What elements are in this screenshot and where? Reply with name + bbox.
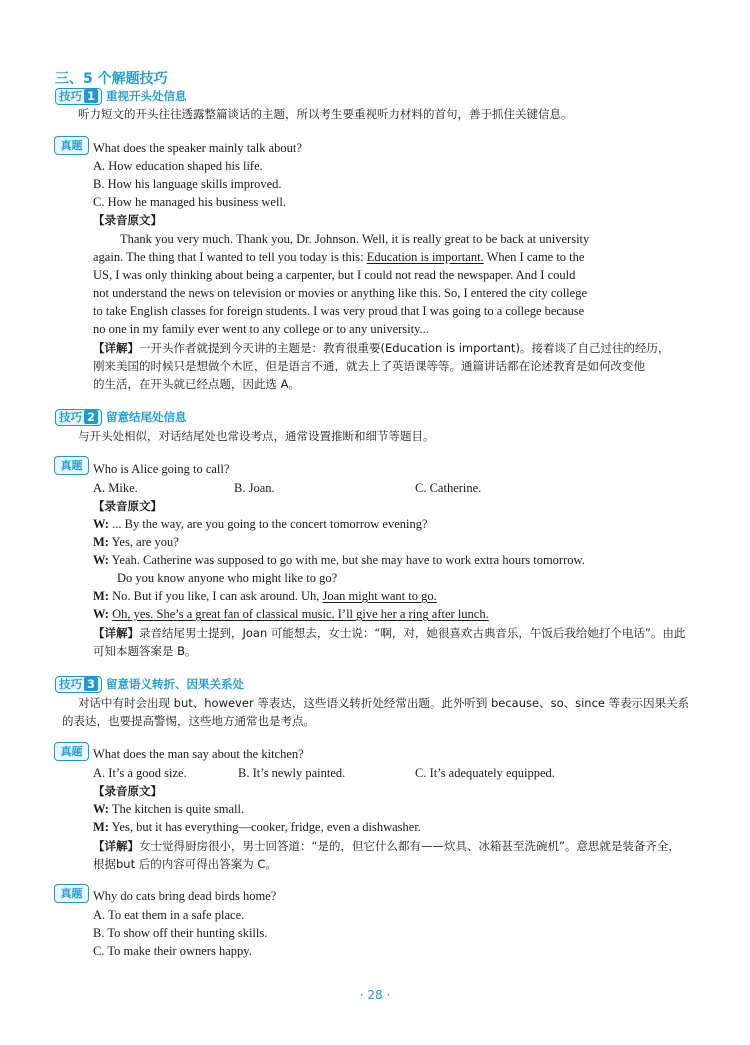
tip-2-desc: 与开头处相似，对话结尾处也常设考点，通常设置推断和细节等题目。 [78, 429, 435, 443]
q3-option-b: B. It’s newly painted. [238, 766, 346, 780]
tip-badge: 技巧 2 [55, 409, 102, 426]
tip-title: 重视开头处信息 [106, 89, 187, 103]
zhenti-badge-3: 真题 [54, 742, 89, 761]
q1-transcript-line-5: to take English classes for foreign students. I was very proud that I was going to a college because [93, 304, 585, 318]
q1-option-c: C. How he managed his business well. [93, 195, 287, 209]
key-sentence: Joan might want to go. [322, 589, 437, 603]
q1-transcript-line-1: Thank you very much. Thank you, Dr. Johnson. Well, it is really great to be back at university [120, 232, 590, 246]
q2-transcript-label: 【录音原文】 [93, 499, 162, 513]
q1-transcript-label: 【录音原文】 [93, 213, 162, 227]
q2-question: Who is Alice going to call? [93, 462, 230, 476]
q2-analysis-line-1: 【详解】录音结尾男士提到，Joan 可能想去，女士说：“啊，对，她很喜欢古典音乐，午饭后我给她打个电话”。由此 [93, 626, 686, 640]
key-sentence: Education is important. [366, 250, 484, 264]
q2-line-2: M: Yes, are you? [93, 535, 179, 549]
zhenti-badge-1: 真题 [54, 136, 89, 155]
q2-line-4: M: No. But if you like, I can ask around. Uh, Joan might want to go. [93, 589, 437, 603]
zhenti-badge-4: 真题 [54, 884, 89, 903]
section-title: 三、5 个解题技巧 [55, 71, 168, 87]
q2-line-3: W: Yeah. Catherine was supposed to go with me, but she may have to work extra hours tomorrow. [93, 553, 585, 567]
tip-badge: 技巧 1 [55, 88, 102, 105]
tip-3-desc-line-2: 的表达，也要提高警惕，这些地方通常也是考点。 [62, 714, 315, 728]
q1-transcript-line-3: US, I was only thinking about being a carpenter, but I could not read the newspaper. And I could [93, 268, 576, 282]
q1-analysis-line-2: 刚来美国的时候只是想做个木匠，但是语言不通，就去上了英语课等等。通篇讲话都在论述教育是如何改变他 [93, 359, 645, 373]
q2-option-c: C. Catherine. [415, 481, 482, 495]
q2-line-1: W: ... By the way, are you going to the concert tomorrow evening? [93, 517, 428, 531]
q2-line-3-cont: Do you know anyone who might like to go? [117, 571, 338, 585]
q4-option-c: C. To make their owners happy. [93, 944, 252, 958]
q3-transcript-label: 【录音原文】 [93, 784, 162, 798]
tip-2-heading [55, 409, 187, 426]
q3-line-2: M: Yes, but it has everything—cooker, fridge, even a dishwasher. [93, 820, 421, 834]
tip-title: 留意语义转折、因果关系处 [106, 677, 245, 691]
q1-transcript-line-6: no one in my family ever went to any college or to any university... [93, 322, 429, 336]
q2-option-b: B. Joan. [234, 481, 275, 495]
q3-analysis-line-2: 根据but 后的内容可得出答案为 C。 [93, 857, 277, 871]
tip-1-heading [55, 88, 187, 105]
q1-option-a: A. How education shaped his life. [93, 159, 263, 173]
q3-option-a: A. It’s a good size. [93, 766, 187, 780]
tip-title: 留意结尾处信息 [106, 410, 187, 424]
q3-option-c: C. It’s adequately equipped. [415, 766, 555, 780]
q1-transcript-line-2: again. The thing that I wanted to tell you today is this: Education is important. When I came to the [93, 250, 585, 264]
q4-question: Why do cats bring dead birds home? [93, 889, 277, 903]
q1-analysis-line-1: 【详解】一开头作者就提到今天讲的主题是：教育很重要(Education is important)。接着谈了自己过往的经历， [93, 341, 670, 355]
q1-question: What does the speaker mainly talk about? [93, 141, 302, 155]
key-sentence: Oh, yes. She’s a great fan of classical music. I’ll give her a ring after lunch. [112, 607, 489, 621]
q4-option-a: A. To eat them in a safe place. [93, 908, 245, 922]
tip-3-desc-line-1: 对话中有时会出现 but、however 等表达，这些语义转折处经常出题。此外听到 because、so、since 等表示因果关系 [78, 696, 690, 710]
tip-3-heading [55, 676, 244, 693]
tip-badge: 技巧 3 [55, 676, 102, 693]
q1-transcript-line-4: not understand the news on television or movies or anything like this. So, I entered the city college [93, 286, 587, 300]
page-number: · 28 · [359, 988, 391, 1002]
q2-analysis-line-2: 可知本题答案是 B。 [93, 644, 197, 658]
zhenti-badge-2: 真题 [54, 456, 89, 475]
q4-option-b: B. To show off their hunting skills. [93, 926, 268, 940]
q3-question: What does the man say about the kitchen? [93, 747, 304, 761]
q2-line-5: W: Oh, yes. She’s a great fan of classical music. I’ll give her a ring after lunch. [93, 607, 489, 621]
q2-option-a: A. Mike. [93, 481, 138, 495]
tip-1-desc: 听力短文的开头往往透露整篇谈话的主题，所以考生要重视听力材料的首句，善于抓住关键信息。 [78, 107, 573, 121]
q1-option-b: B. How his language skills improved. [93, 177, 282, 191]
q3-line-1: W: The kitchen is quite small. [93, 802, 245, 816]
q3-analysis-line-1: 【详解】女士觉得厨房很小，男士回答道：“是的，但它什么都有——炊具、冰箱甚至洗碗机”。意思就是装备齐全， [93, 839, 680, 853]
q1-analysis-line-3: 的生活，在开头就已经点题，因此选 A。 [93, 377, 301, 391]
